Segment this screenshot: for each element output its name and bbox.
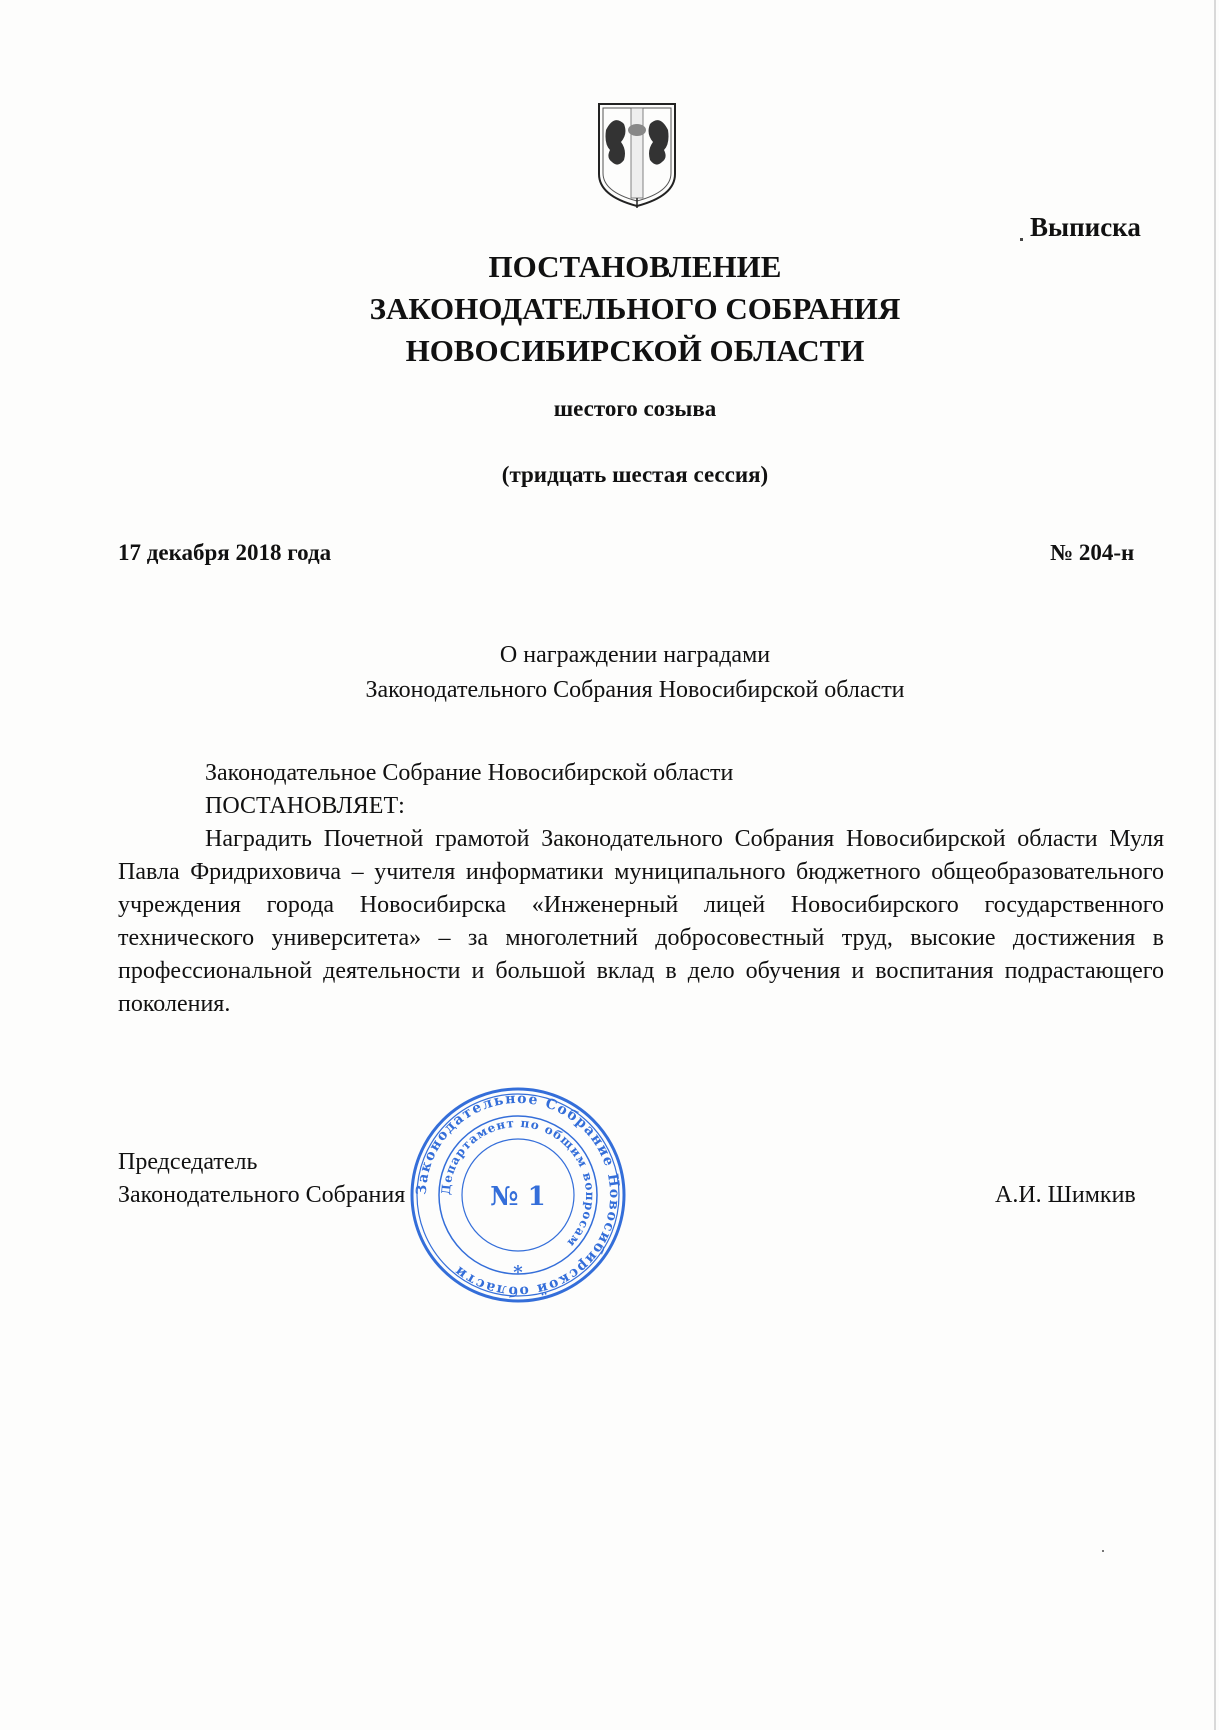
signatory-title xyxy=(118,1146,405,1212)
convocation: шестого созыва xyxy=(553,396,717,421)
scan-speck xyxy=(1102,1550,1104,1552)
body-paragraph: Наградить Почетной грамотой Законодательного Собрания Новосибирской области Муля Павла Фридриховича – учителя информатики муниципального бюджетного общеобразовательного учреждения города Новосибирска «Инженерный лицей Новосибирского государственного технического университета» – за многолетний добросовестный труд, высокие достижения в профессиональной деятельности и большой вклад в дело обучения и воспитания подрастающего поколения. xyxy=(118,826,1164,1017)
document-title xyxy=(0,246,1219,372)
signatory-title-line-1: Председатель xyxy=(118,1149,258,1175)
extract-label: Выписка xyxy=(1030,212,1141,242)
title-line-3: НОВОСИБИРСКОЙ ОБЛАСТИ xyxy=(405,333,865,368)
document-body xyxy=(118,757,1164,1021)
title-line-1: ПОСТАНОВЛЕНИЕ xyxy=(488,249,782,284)
scan-dot xyxy=(1020,238,1023,241)
document-date: 17 декабря 2018 года xyxy=(118,540,332,565)
session: (тридцать шестая сессия) xyxy=(501,462,769,487)
signatory-name: А.И. Шимкив xyxy=(995,1182,1136,1208)
signatory-title-line-2: Законодательного Собрания xyxy=(118,1182,406,1208)
body-line-2: ПОСТАНОВЛЯЕТ: xyxy=(205,793,405,819)
official-stamp xyxy=(408,1085,628,1305)
coat-of-arms-icon xyxy=(593,100,681,210)
title-line-2: ЗАКОНОДАТЕЛЬНОГО СОБРАНИЯ xyxy=(369,291,901,326)
stamp-center-number: № 1 xyxy=(490,1182,546,1212)
stamp-inner-text: Департамент по общим вопросам xyxy=(438,1115,598,1251)
body-line-1: Законодательное Собрание Новосибирской области xyxy=(205,760,734,786)
document-subject xyxy=(0,638,1219,708)
subject-line-2: Законодательного Собрания Новосибирской области xyxy=(365,677,905,703)
subject-line-1: О награждении наградами xyxy=(499,642,771,668)
stamp-outer-text: Законодательное Собрание Новосибирской области xyxy=(413,1090,623,1300)
document-number: № 204-н xyxy=(1050,540,1135,565)
stamp-star: * xyxy=(513,1262,523,1283)
